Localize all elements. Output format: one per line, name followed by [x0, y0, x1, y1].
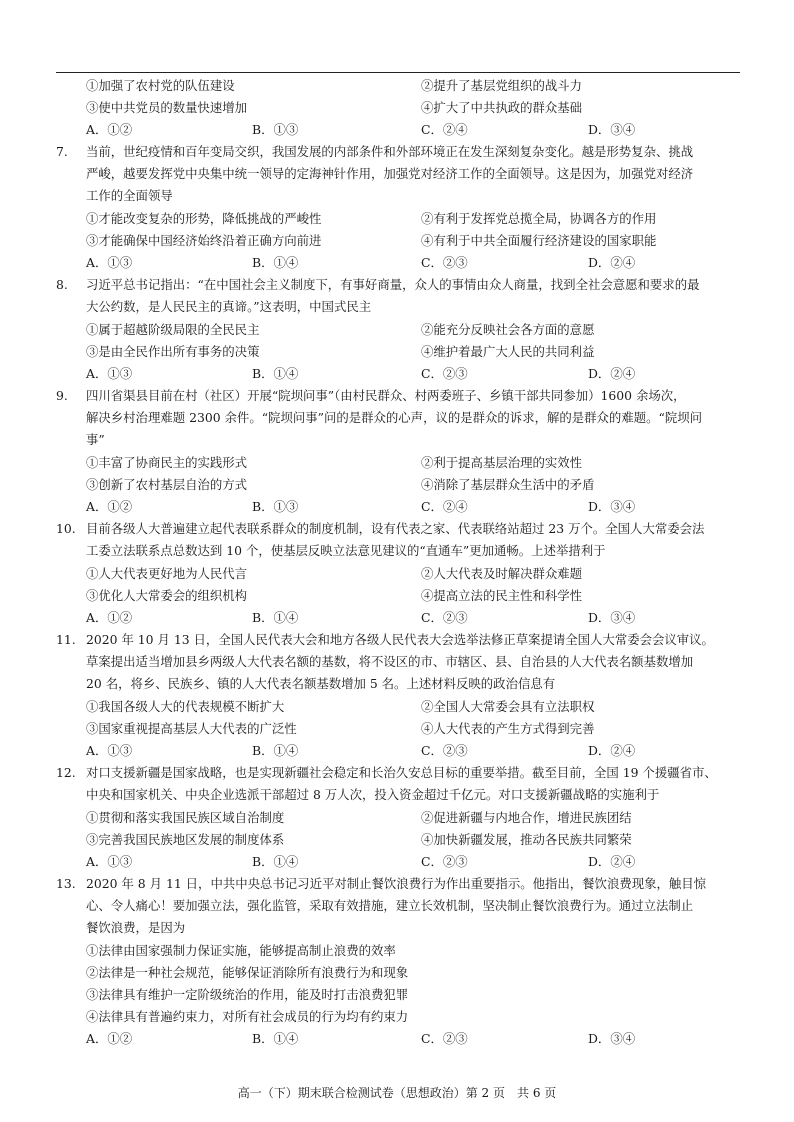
q8-answer-c: C．②③: [421, 366, 468, 381]
q6-option-4: ④扩大了中共执政的群众基础: [421, 100, 583, 115]
q6-answer-c: C．②④: [421, 122, 468, 137]
q12-option-2: ②促进新疆与内地合作，增进民族团结: [421, 810, 632, 825]
q12-answer-b: B．①④: [252, 854, 299, 869]
q10-answer-d: D．③④: [588, 610, 636, 625]
q10-stem-line: 目前各级人大普遍建立起代表联系群众的制度机制，设有代表之家、代表联络站超过 23 万个。全国人大常委会法: [86, 521, 705, 536]
q10-answer-c: C．②③: [421, 610, 468, 625]
q13-option-1: ①法律由国家强制力保证实施，能够提高制止浪费的效率: [86, 943, 396, 958]
q6-answer-a: A．①②: [86, 122, 133, 137]
q11-number: 11.: [56, 632, 76, 647]
q7-option-2: ②有利于发挥党总揽全局，协调各方的作用: [421, 211, 657, 226]
q10-option-2: ②人大代表及时解决群众难题: [421, 566, 583, 581]
q8-option-2: ②能充分反映社会各方面的意愿: [421, 322, 595, 337]
q10-stem-line: 工委立法联系点总数达到 10 个，使基层反映立法意见建议的“直通车”更加通畅。上述举措利于: [86, 543, 606, 558]
q6-answer-b: B．①③: [252, 122, 299, 137]
q11-option-1: ①我国各级人大的代表规模不断扩大: [86, 699, 285, 714]
page-footer: 高一（下）期末联合检测试卷（思想政治）第 2 页 共 6 页: [237, 1086, 557, 1100]
q12-option-3: ③完善我国民族地区发展的制度体系: [86, 832, 285, 847]
q7-stem-line: 当前，世纪疫情和百年变局交织，我国发展的内部条件和外部环境正在发生深刻复杂变化。越是形势复杂、挑战: [86, 144, 694, 159]
q11-option-3: ③国家重视提高基层人大代表的广泛性: [86, 721, 297, 736]
q10-option-1: ①人大代表更好地为人民代言: [86, 566, 248, 581]
q8-answer-a: A．①③: [86, 366, 133, 381]
q12-option-1: ①贯彻和落实我国民族区域自治制度: [86, 810, 285, 825]
q13-stem-line: 2020 年 8 月 11 日，中共中央总书记习近平对制止餐饮浪费行为作出重要指示。他指出，餐饮浪费现象，触目惊: [86, 876, 707, 891]
q11-answer-a: A．①③: [86, 743, 133, 758]
q10-option-3: ③优化人大常委会的组织机构: [86, 588, 248, 603]
q9-option-4: ④消除了基层群众生活中的矛盾: [421, 477, 595, 492]
q11-stem-line: 2020 年 10 月 13 日，全国人民代表大会和地方各级人民代表大会选举法修正草案提请全国人大常委会会议审议。: [86, 632, 714, 647]
q9-option-3: ③创新了农村基层自治的方式: [86, 477, 248, 492]
q10-option-4: ④提高立法的民主性和科学性: [421, 588, 583, 603]
q11-option-2: ②全国人大常委会具有立法职权: [421, 699, 595, 714]
q13-option-2: ②法律是一种社会规范，能够保证消除所有浪费行为和现象: [86, 965, 409, 980]
q8-option-4: ④维护着最广大人民的共同利益: [421, 344, 595, 359]
q10-answer-b: B．①④: [252, 610, 299, 625]
q7-answer-a: A．①③: [86, 255, 133, 270]
q8-number: 8.: [56, 277, 68, 292]
q12-answer-c: C．②③: [421, 854, 468, 869]
q9-stem-line: 四川省渠县目前在村（社区）开展“院坝问事”（由村民群众、村两委班子、乡镇干部共同参加）1600 余场次，: [86, 388, 686, 403]
q7-option-4: ④有利于中共全面履行经济建设的国家职能: [421, 233, 657, 248]
q7-option-3: ③才能确保中国经济始终沿着正确方向前进: [86, 233, 322, 248]
q13-answer-d: D．③④: [588, 1031, 636, 1046]
q11-stem-line: 20 名，将乡、民族乡、镇的人大代表名额基数增加 5 名。上述材料反映的政治信息有: [86, 676, 556, 691]
q7-stem-line: 工作的全面领导: [86, 188, 173, 203]
q7-number: 7.: [56, 144, 68, 159]
q6-option-3: ③使中共党员的数量快速增加: [86, 100, 248, 115]
q6-option-2: ②提升了基层党组织的战斗力: [421, 78, 583, 93]
q8-answer-d: D．②④: [588, 366, 636, 381]
q7-answer-b: B．①④: [252, 255, 299, 270]
q12-stem-line: 中央和国家机关、中央企业选派干部超过 8 万人次，投入资金超过千亿元。对口支援新疆战略的实施利于: [86, 787, 660, 802]
q6-answer-d: D．③④: [588, 122, 636, 137]
q13-stem-line: 心、令人痛心！要加强立法，强化监管，采取有效措施，建立长效机制，坚决制止餐饮浪费行为。通过立法制止: [86, 898, 694, 913]
q12-number: 12.: [56, 765, 76, 780]
q7-stem-line: 严峻，越要发挥党中央集中统一领导的定海神针作用，加强党对经济工作的全面领导。这是因为，加强党对经济: [86, 166, 694, 181]
q11-answer-d: D．②④: [588, 743, 636, 758]
q7-answer-d: D．②④: [588, 255, 636, 270]
q10-answer-a: A．①②: [86, 610, 133, 625]
q7-answer-c: C．②③: [421, 255, 468, 270]
q9-answer-d: D．③④: [588, 499, 636, 514]
q13-answer-b: B．①④: [252, 1031, 299, 1046]
q9-number: 9.: [56, 388, 68, 403]
q11-stem-line: 草案提出适当增加县乡两级人大代表名额的基数，将不设区的市、市辖区、县、自治县的人大代表名额基数增加: [86, 654, 694, 669]
q12-option-4: ④加快新疆发展，推动各民族共同繁荣: [421, 832, 632, 847]
q11-answer-c: C．②③: [421, 743, 468, 758]
q13-stem-line: 餐饮浪费，是因为: [86, 920, 186, 935]
q13-answer-c: C．②③: [421, 1031, 468, 1046]
q13-option-4: ④法律具有普遍约束力，对所有社会成员的行为均有约束力: [86, 1009, 409, 1024]
q13-number: 13.: [56, 876, 76, 891]
q9-stem-line: 事”: [86, 432, 105, 447]
q9-option-2: ②利于提高基层治理的实效性: [421, 455, 583, 470]
q12-stem-line: 对口支援新疆是国家战略，也是实现新疆社会稳定和长治久安总目标的重要举措。截至目前，全国 19 个援疆省市、: [86, 765, 717, 780]
q12-answer-a: A．①③: [86, 854, 133, 869]
q9-answer-c: C．②④: [421, 499, 468, 514]
q6-option-1: ①加强了农村党的队伍建设: [86, 78, 235, 93]
q8-option-3: ③是由全民作出所有事务的决策: [86, 344, 260, 359]
q9-option-1: ①丰富了协商民主的实践形式: [86, 455, 248, 470]
q11-option-4: ④人大代表的产生方式得到完善: [421, 721, 595, 736]
q9-answer-b: B．①③: [252, 499, 299, 514]
header-rule: [56, 72, 740, 73]
q10-number: 10.: [56, 521, 76, 536]
q8-answer-b: B．①④: [252, 366, 299, 381]
q7-option-1: ①才能改变复杂的形势，降低挑战的严峻性: [86, 211, 322, 226]
q13-answer-a: A．①②: [86, 1031, 133, 1046]
q8-stem-line: 习近平总书记指出：“在中国社会主义制度下，有事好商量，众人的事情由众人商量，找到全社会意愿和要求的最: [86, 277, 700, 292]
q8-stem-line: 大公约数，是人民民主的真谛。”这表明，中国式民主: [86, 299, 372, 314]
q11-answer-b: B．①④: [252, 743, 299, 758]
q13-option-3: ③法律具有维护一定阶级统治的作用，能及时打击浪费犯罪: [86, 987, 409, 1002]
q9-stem-line: 解决乡村治理难题 2300 余件。“院坝问事”问的是群众的心声，议的是群众的诉求，解的是群众的难题。“院坝问: [86, 410, 702, 425]
q9-answer-a: A．①②: [86, 499, 133, 514]
q12-answer-d: D．②④: [588, 854, 636, 869]
q8-option-1: ①属于超越阶级局限的全民民主: [86, 322, 260, 337]
